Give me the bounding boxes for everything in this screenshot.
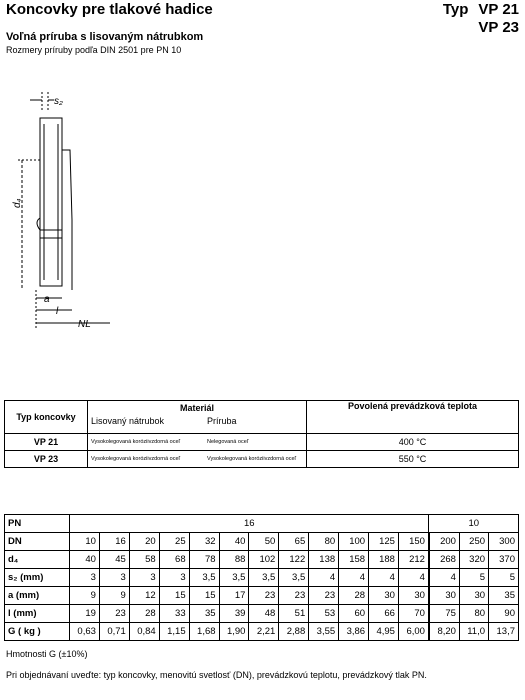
table-cell: 9: [70, 587, 100, 605]
table-cell: 4: [429, 569, 459, 587]
table-cell: 68: [159, 551, 189, 569]
table-cell: 8,20: [429, 623, 459, 641]
table-row: [5, 451, 519, 468]
row-label: G ( kg ): [5, 623, 70, 641]
table-cell: 125: [369, 533, 399, 551]
table-row: [5, 605, 519, 623]
table-row: [5, 623, 519, 641]
table-cell: 80: [309, 533, 339, 551]
table-cell: 30: [429, 587, 459, 605]
table-cell: 17: [219, 587, 249, 605]
table-row: [5, 434, 519, 451]
table-cell: 3,5: [279, 569, 309, 587]
table-row: [5, 515, 519, 533]
table-cell: 90: [489, 605, 519, 623]
row-temp: 550 °C: [307, 451, 519, 468]
sub-flange-header: Príruba: [204, 416, 307, 434]
row-label: l (mm): [5, 605, 70, 623]
table-cell: 23: [279, 587, 309, 605]
table-cell: 158: [339, 551, 369, 569]
table-cell: 25: [159, 533, 189, 551]
table-cell: 9: [99, 587, 129, 605]
table-cell: 16: [99, 533, 129, 551]
row-type: VP 21: [5, 434, 88, 451]
row-label: d₄: [5, 551, 70, 569]
label-a: a: [44, 294, 50, 305]
table-cell: 102: [249, 551, 279, 569]
table-cell: 150: [398, 533, 428, 551]
table-cell: 35: [489, 587, 519, 605]
table-cell: 23: [249, 587, 279, 605]
row-type: VP 23: [5, 451, 88, 468]
table-cell: 33: [159, 605, 189, 623]
col-temp-header: Povolená prevádzková teplota: [307, 401, 519, 434]
table-cell: 122: [279, 551, 309, 569]
fitting-drawing: [0, 85, 160, 345]
table-cell: 3,5: [219, 569, 249, 587]
table-cell: 250: [459, 533, 488, 551]
table-cell: 370: [489, 551, 519, 569]
table-cell: 3: [129, 569, 159, 587]
table-cell: 200: [429, 533, 459, 551]
table-cell: 88: [219, 551, 249, 569]
table-cell: 0,84: [129, 623, 159, 641]
table-cell: 4,95: [369, 623, 399, 641]
table-cell: 4: [309, 569, 339, 587]
table-cell: 3,5: [189, 569, 219, 587]
row-nipple: Vysokolegovaná koróziivzdorná oceľ: [88, 434, 205, 451]
type-prefix: Typ: [442, 1, 469, 18]
table-cell: 3,86: [339, 623, 369, 641]
row-nipple: Vysokolegovaná koróziivzdorná oceľ: [88, 451, 205, 468]
table-cell: 5: [489, 569, 519, 587]
pn-10-group: 10: [429, 515, 519, 533]
row-label: a (mm): [5, 587, 70, 605]
table-cell: 0,71: [99, 623, 129, 641]
table-cell: 3,55: [309, 623, 339, 641]
table-cell: 15: [159, 587, 189, 605]
table-cell: 60: [339, 605, 369, 623]
table-cell: 48: [249, 605, 279, 623]
table-cell: 4: [369, 569, 399, 587]
table-cell: 28: [339, 587, 369, 605]
table-cell: 50: [249, 533, 279, 551]
table-cell: 58: [129, 551, 159, 569]
table-cell: 15: [189, 587, 219, 605]
pn-16-group: 16: [70, 515, 429, 533]
table-cell: 45: [99, 551, 129, 569]
table-cell: 5: [459, 569, 488, 587]
table-cell: 3,5: [249, 569, 279, 587]
table-cell: 3: [99, 569, 129, 587]
row-temp: 400 °C: [307, 434, 519, 451]
table-cell: 300: [489, 533, 519, 551]
pn-label: PN: [5, 515, 70, 533]
order-note: Pri objednávaní uveďte: typ koncovky, menovitú svetlosť (DN), prevádzkovú teplotu, prevádzkový tlak PN.: [6, 670, 427, 680]
table-row: [5, 569, 519, 587]
table-cell: 3: [159, 569, 189, 587]
page-title: Koncovky pre tlakové hadice: [6, 1, 213, 18]
table-cell: 1,15: [159, 623, 189, 641]
table-cell: 75: [429, 605, 459, 623]
label-l: l: [56, 306, 59, 317]
dimension-table: [4, 514, 519, 641]
row-label: DN: [5, 533, 70, 551]
table-cell: 30: [398, 587, 428, 605]
table-row: [5, 551, 519, 569]
table-cell: 1,90: [219, 623, 249, 641]
table-cell: 188: [369, 551, 399, 569]
table-cell: 4: [339, 569, 369, 587]
col-type-header: Typ koncovky: [5, 401, 88, 434]
table-cell: 212: [398, 551, 428, 569]
table-cell: 3: [70, 569, 100, 587]
table-cell: 20: [129, 533, 159, 551]
type-designation: [443, 1, 519, 37]
label-s2: s₂: [54, 96, 63, 107]
flange-standard-note: Rozmery príruby podľa DIN 2501 pre PN 10: [6, 45, 182, 55]
table-cell: 4: [398, 569, 428, 587]
table-cell: 23: [99, 605, 129, 623]
table-cell: 2,88: [279, 623, 309, 641]
table-cell: 66: [369, 605, 399, 623]
table-cell: 6,00: [398, 623, 428, 641]
table-cell: 65: [279, 533, 309, 551]
table-cell: 2,21: [249, 623, 279, 641]
table-cell: 12: [129, 587, 159, 605]
table-cell: 70: [398, 605, 428, 623]
table-cell: 28: [129, 605, 159, 623]
table-cell: 320: [459, 551, 488, 569]
table-cell: 78: [189, 551, 219, 569]
table-row: [5, 587, 519, 605]
table-cell: 30: [369, 587, 399, 605]
table-cell: 39: [219, 605, 249, 623]
table-cell: 32: [189, 533, 219, 551]
table-cell: 11,0: [459, 623, 488, 641]
table-cell: 1,68: [189, 623, 219, 641]
table-cell: 40: [70, 551, 100, 569]
page-subtitle: Voľná príruba s lisovaným nátrubkom: [6, 31, 204, 43]
table-cell: 0,63: [70, 623, 100, 641]
table-cell: 19: [70, 605, 100, 623]
table-cell: 51: [279, 605, 309, 623]
label-d4: d₄: [12, 198, 23, 208]
table-cell: 100: [339, 533, 369, 551]
table-cell: 30: [459, 587, 488, 605]
table-cell: 35: [189, 605, 219, 623]
table-cell: 268: [429, 551, 459, 569]
col-material-header: Materiál: [88, 401, 307, 416]
table-cell: 23: [309, 587, 339, 605]
sub-nipple-header: Lisovaný nátrubok: [88, 416, 205, 434]
table-cell: 10: [70, 533, 100, 551]
weight-note: Hmotnosti G (±10%): [6, 649, 88, 659]
table-cell: 40: [219, 533, 249, 551]
material-table: [4, 400, 519, 468]
table-cell: 13,7: [489, 623, 519, 641]
label-nl: NL: [78, 319, 91, 330]
type-vp23: VP 23: [478, 19, 519, 36]
table-cell: 138: [309, 551, 339, 569]
table-cell: 53: [309, 605, 339, 623]
row-flange: Vysokolegovaná koróziivzdorná oceľ: [204, 451, 307, 468]
row-flange: Nelegovaná oceľ: [204, 434, 307, 451]
type-vp21: VP 21: [478, 1, 519, 18]
table-row: [5, 533, 519, 551]
row-label: s₂ (mm): [5, 569, 70, 587]
table-cell: 80: [459, 605, 488, 623]
